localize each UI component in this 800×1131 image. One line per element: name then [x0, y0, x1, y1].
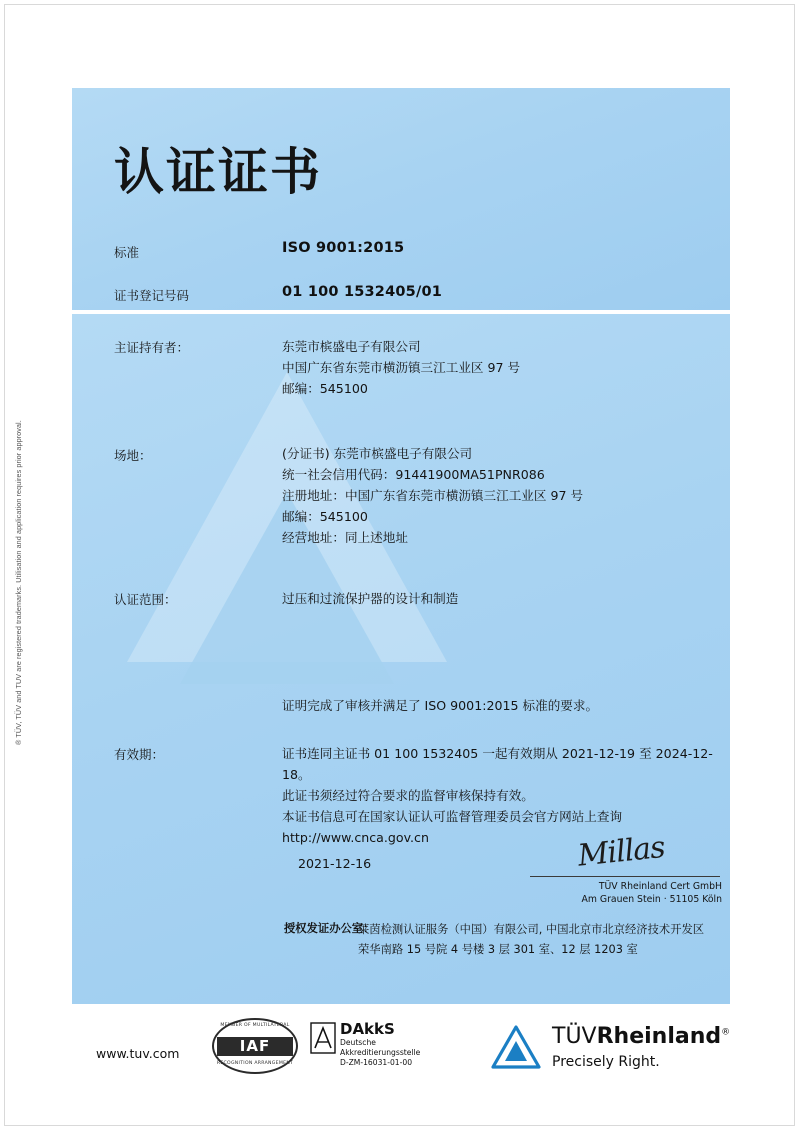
iaf-top-text: MEMBER OF MULTILATERAL	[220, 1023, 290, 1028]
statement-line: 证明完成了审核并满足了 ISO 9001:2015 标准的要求。	[282, 698, 599, 713]
validity-line: 此证书须经过符合要求的监督审核保持有效。	[282, 788, 534, 803]
site-line: 注册地址：中国广东省东莞市横沥镇三江工业区 97 号	[282, 488, 584, 503]
scope-label: 认证范围：	[114, 592, 177, 607]
office-label: 授权发证办公室：	[284, 922, 375, 935]
signature: Millas	[576, 829, 667, 874]
signature-rule	[530, 876, 720, 877]
site-line: 统一社会信用代码：91441900MA51PNR086	[282, 467, 545, 482]
site-line: 经营地址：同上述地址	[282, 530, 408, 545]
dakks-line: Deutsche	[340, 1038, 376, 1047]
holder-line: 邮编：545100	[282, 381, 368, 396]
site-line: (分证书) 东莞市槟盛电子有限公司	[282, 446, 473, 461]
dakks-accreditation-number: D-ZM-16031-01-00	[340, 1057, 413, 1067]
iaf-name: IAF	[217, 1037, 293, 1056]
tuv-brand-bold: Rheinland	[596, 1024, 722, 1049]
side-legal-text: ® TÜV, TÜV and TUV are registered trademarks. Utilisation and application requires prior approval.	[14, 420, 23, 745]
registration-number-value: 01 100 1532405/01	[282, 284, 443, 300]
standard-value: ISO 9001:2015	[282, 240, 405, 256]
dakks-line: Akkreditierungsstelle	[340, 1047, 421, 1057]
issuer-line: TÜV Rheinland Cert GmbH	[598, 881, 722, 892]
site-label: 场地：	[114, 448, 152, 463]
dakks-symbol-icon	[310, 1022, 336, 1054]
validity-label: 有效期：	[114, 747, 165, 762]
site-value	[282, 443, 712, 548]
standard-label: 标准	[114, 245, 140, 260]
tuv-brand-name	[552, 1024, 730, 1049]
scope-value	[282, 588, 712, 609]
tuv-tagline: Precisely Right.	[552, 1054, 660, 1070]
holder-line: 东莞市槟盛电子有限公司	[282, 339, 421, 354]
dakks-name: DAkkS	[340, 1020, 395, 1038]
dakks-subtext	[340, 1038, 420, 1067]
tuv-rheinland-logo	[490, 1020, 731, 1076]
tuv-brand-light: TÜV	[552, 1024, 597, 1049]
tuv-triangle-icon	[490, 1024, 542, 1070]
iaf-logo	[212, 1018, 298, 1074]
conformity-statement	[282, 695, 712, 716]
holder-label: 主证持有者：	[114, 340, 190, 355]
site-line: 邮编：545100	[282, 509, 368, 524]
validity-line: 证书连同主证书 01 100 1532405 一起有效期从 2021-12-19 至 2024-12-18。	[282, 746, 713, 782]
holder-line: 中国广东省东莞市横沥镇三江工业区 97 号	[282, 360, 521, 375]
iaf-bottom-text: RECOGNITION ARRANGEMENT	[216, 1061, 294, 1066]
dakks-logo	[310, 1020, 440, 1074]
issuer-block	[530, 880, 722, 906]
registration-number-label: 证书登记号码	[114, 288, 190, 303]
page-title: 认证证书	[114, 143, 322, 201]
issuer-line: Am Grauen Stein · 51105 Köln	[581, 894, 722, 905]
validity-line: 本证书信息可在国家认证认可监督管理委员会官方网站上查询	[282, 809, 623, 824]
issue-date: 2021-12-16	[298, 856, 372, 871]
tuv-website-url[interactable]: www.tuv.com	[96, 1046, 180, 1061]
scope-line: 过压和过流保护器的设计和制造	[282, 591, 459, 606]
footer	[72, 1008, 730, 1094]
office-value: 莱茵检测认证服务（中国）有限公司, 中国北京市北京经济技术开发区荣华南路 15 号院 4 号楼 3 层 301 室、12 层 1203 室	[358, 923, 705, 956]
registered-mark-icon: ®	[721, 1027, 731, 1038]
holder-value	[282, 336, 712, 399]
cnca-url[interactable]: http://www.cnca.gov.cn	[282, 830, 429, 845]
